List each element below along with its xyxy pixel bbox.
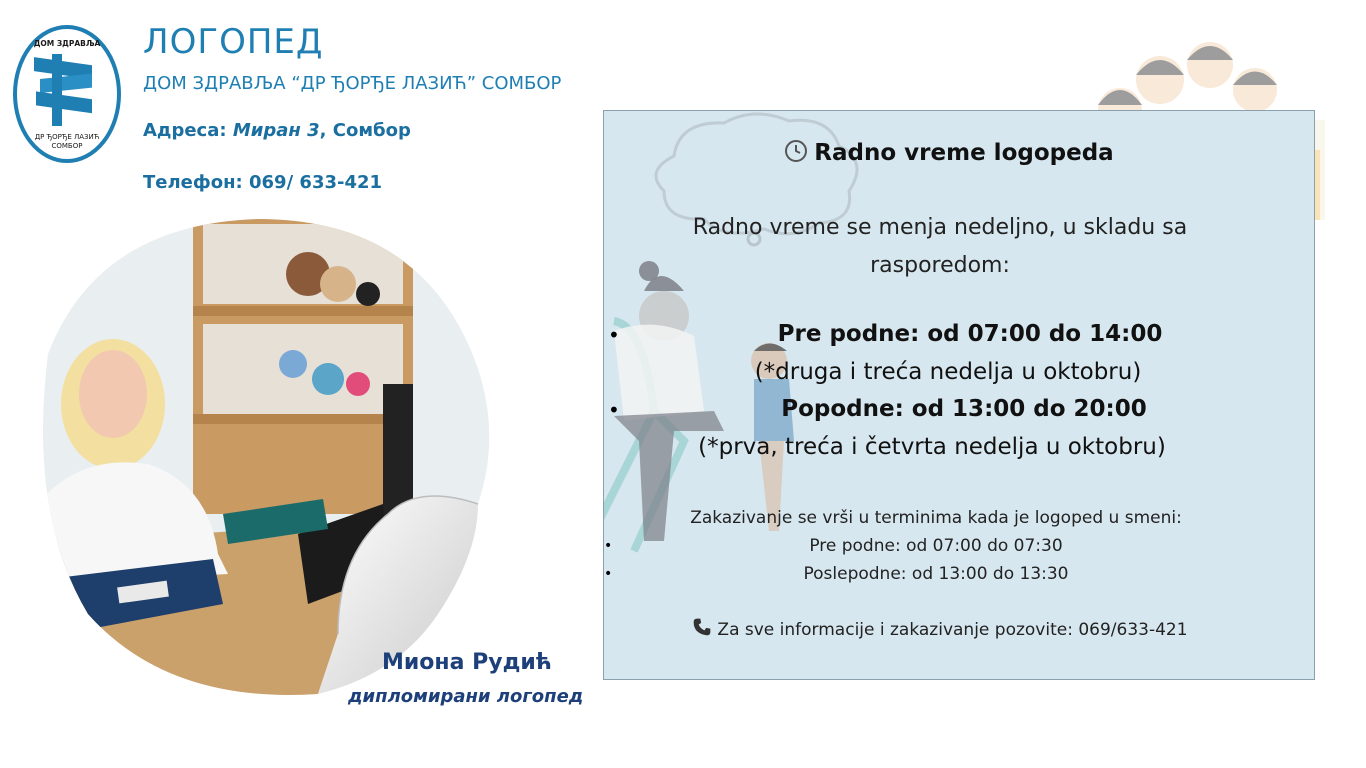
afternoon-shift-note: (*prva, treća i četvrta nedelja u oktobru) bbox=[698, 434, 1166, 460]
morning-shift-note: (*druga i treća nedelja u oktobru) bbox=[754, 359, 1142, 385]
address-street: Миран 3 bbox=[232, 120, 320, 141]
health-center-logo bbox=[12, 24, 122, 164]
therapist-role: дипломирани логопед bbox=[348, 686, 584, 707]
working-hours-title bbox=[604, 139, 1294, 166]
logo-top-text: ДОМ ЗДРАВЉА bbox=[33, 39, 101, 48]
working-hours-panel bbox=[603, 110, 1315, 680]
address-label: Адреса: bbox=[143, 120, 227, 141]
page-title: ЛОГОПЕД bbox=[143, 22, 324, 62]
afternoon-shift: Popodne: od 13:00 do 20:00 bbox=[781, 396, 1147, 422]
therapist-name: Миона Рудић bbox=[382, 650, 552, 675]
working-hours-title-text: Radno vreme logopeda bbox=[814, 140, 1114, 166]
page-subtitle: ДОМ ЗДРАВЉА “ДР ЂОРЂЕ ЛАЗИЋ” СОМБОР bbox=[143, 73, 562, 94]
logo-bottom-text: ДР ЂОРЂЕ ЛАЗИЋ bbox=[34, 133, 100, 141]
speech-therapist-photo bbox=[38, 214, 493, 699]
contact-text: Za sve informacije i zakazivanje pozovite: 069/633-421 bbox=[717, 620, 1188, 640]
bullet-marker: • bbox=[604, 538, 613, 554]
address-city: , Сомбор bbox=[319, 120, 411, 141]
phone-number: Телефон: 069/ 633-421 bbox=[143, 172, 383, 193]
address bbox=[143, 120, 411, 141]
bullet-marker: • bbox=[608, 398, 620, 422]
logo-bottom-text-2: СОМБОР bbox=[51, 142, 83, 150]
schedule-intro: Radno vreme se menja nedeljno, u skladu sa rasporedom: bbox=[692, 215, 1188, 278]
contact-line bbox=[603, 617, 1296, 640]
booking-morning: Pre podne: od 07:00 do 07:30 bbox=[809, 536, 1063, 556]
booking-afternoon: Poslepodne: od 13:00 do 13:30 bbox=[803, 564, 1069, 584]
phone-icon bbox=[692, 617, 712, 637]
clock-icon bbox=[784, 139, 808, 163]
bullet-marker: • bbox=[604, 566, 613, 582]
bullet-marker: • bbox=[608, 323, 620, 347]
morning-shift: Pre podne: od 07:00 do 14:00 bbox=[777, 321, 1163, 347]
booking-title: Zakazivanje se vrši u terminima kada je logoped u smeni: bbox=[690, 508, 1182, 528]
